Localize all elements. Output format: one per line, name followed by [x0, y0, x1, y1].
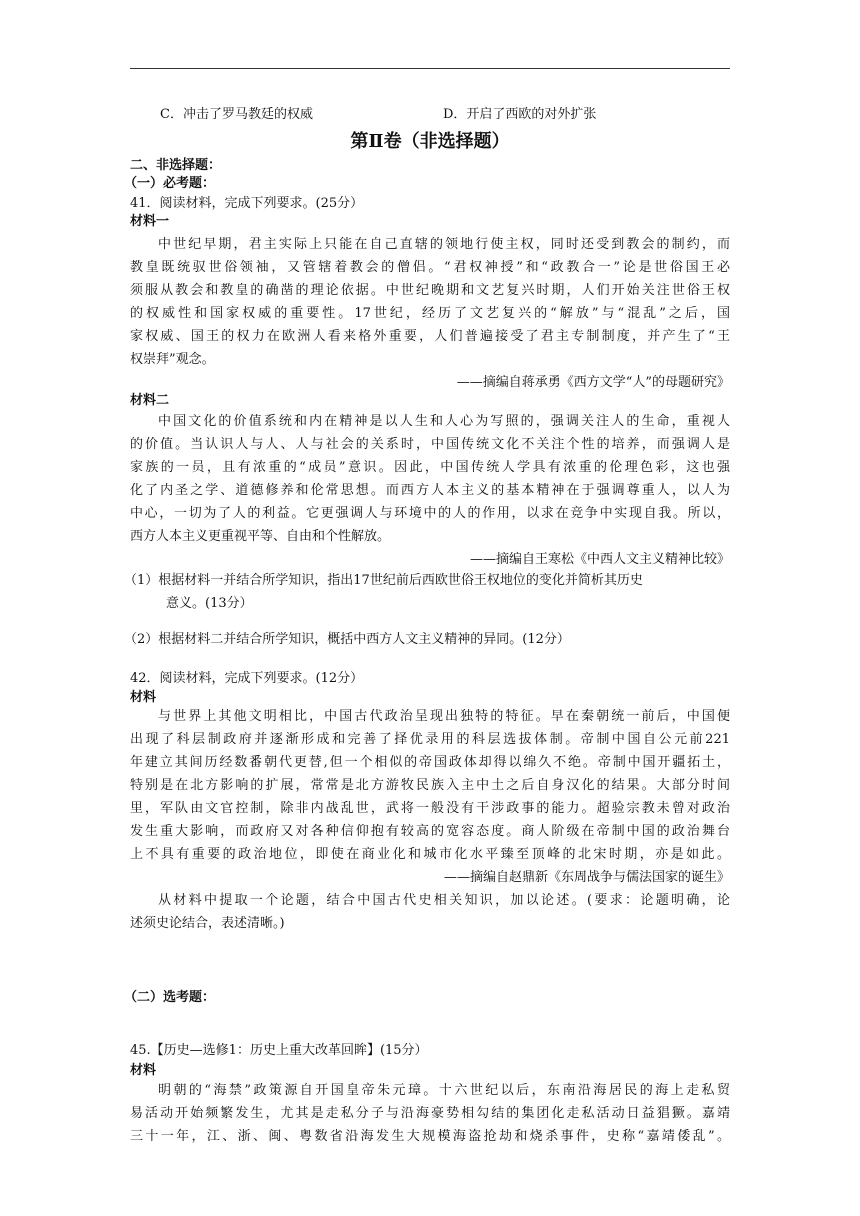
- q42-m-line: 与世界上其他文明相比，中国古代政治呈现出独特的特征。早在秦朝统一前后，中国便: [158, 709, 730, 724]
- part-heading: 二、非选择题：: [130, 158, 222, 173]
- q42-stem: 42．阅读材料，完成下列要求。(12分）: [130, 671, 364, 686]
- q42-m-line: 里，军队由文官控制，除非内战乱世，武将一般没有干涉政事的能力。超验宗教未曾对政治: [130, 801, 730, 816]
- q41-m1-line: 家权威、国王的权力在欧洲人看来格外重要，人们普遍接受了君主专制制度，并产生了“王: [130, 329, 730, 344]
- q41-m1-source: ——摘编自蒋承勇《西方文学“人”的母题研究》: [456, 375, 730, 390]
- q41-sub1: （1）根据材料一并结合所学知识，指出17世纪前后西欧世俗王权地位的变化并简析其历史: [124, 573, 643, 588]
- q42-m-line: 上不具有重要的政治地位，即使在商业化和城市化水平臻至顶峰的北宋时期，亦是如此。: [130, 847, 730, 862]
- elective-heading: （二）选考题：: [124, 990, 216, 1005]
- q42-task-cont: 述须史论结合，表述清晰。): [130, 916, 285, 931]
- q41-m1-line: 教皇既统驭世俗领袖，又管辖着教会的僧侣。“君权神授”和“政教合一”论是世俗国王必: [130, 260, 730, 275]
- q41-material2-label: 材料二: [130, 393, 170, 408]
- q41-sub1-cont: 意义。(13分）: [166, 596, 253, 611]
- option-d: D．开启了西欧的对外扩张: [443, 107, 597, 122]
- q41-m1-line: 须服从教会和教皇的确凿的理论依据。中世纪晚期和文艺复兴时期，人们开始关注世俗王权: [130, 283, 730, 298]
- q41-m2-source: ——摘编自王寒松《中西人文主义精神比较》: [469, 552, 730, 567]
- q41-m1-line: 的权威性和国家权威的重要性。17世纪，经历了文艺复兴的“解放”与“混乱”之后，国: [130, 306, 730, 321]
- header-rule: [130, 68, 730, 69]
- q41-m2-line: 家族的一员，且有浓重的“成员”意识。因此，中国传统人学具有浓重的伦理色彩，这也强: [130, 460, 730, 475]
- q42-source: ——摘编自赵鼎新《东周战争与儒法国家的诞生》: [443, 870, 730, 885]
- q42-task: 从材料中提取一个论题，结合中国古代史相关知识，加以论述。(要求：论题明确，论: [158, 893, 730, 908]
- q42-m-line: 特别是在北方影响的扩展，常常是北方游牧民族入主中土之后自身汉化的结果。大部分时间: [130, 778, 730, 793]
- q41-m2-line: 中心，一切为了人的利益。它更强调人与环境中的人的作用，以求在竞争中实现自我。所以，: [130, 506, 730, 521]
- q41-m2-line: 的价值。当认识人与人、人与社会的关系时，中国传统文化不关注个性的培养，而强调人是: [130, 437, 730, 452]
- option-c: C．冲击了罗马教廷的权威: [160, 107, 313, 122]
- q41-sub2: （2）根据材料二并结合所学知识，概括中西方人文主义精神的异同。(12分）: [124, 632, 570, 647]
- q41-m2-line: 中国文化的价值系统和内在精神是以人生和人心为写照的，强调关注人的生命，重视人: [158, 414, 730, 429]
- q42-material-label: 材料: [130, 690, 157, 705]
- q41-m1-line: 中世纪早期，君主实际上只能在自己直辖的领地行使主权，同时还受到教会的制约，而: [158, 237, 730, 252]
- q42-m-line: 年建立其间历经数番朝代更替,但一个相似的帝国政体却得以绵久不绝。帝制中国开疆拓土，: [130, 755, 730, 770]
- q42-m-line: 发生重大影响，而政府又对各种信仰抱有较高的宽容态度。商人阶级在帝制中国的政治舞台: [130, 824, 730, 839]
- q45-m-line: 明朝的“海禁”政策源自开国皇帝朱元璋。十六世纪以后，东南沿海居民的海上走私贸: [158, 1083, 730, 1098]
- required-heading: （一）必考题：: [124, 176, 216, 191]
- q41-m2-line: 化了内圣之学、道德修养和伦常思想。而西方人本主义的基本精神在于强调尊重人，以人为: [130, 483, 730, 498]
- q41-stem: 41．阅读材料，完成下列要求。(25分）: [130, 196, 364, 211]
- q45-stem: 45.【历史—选修1：历史上重大改革回眸】(15分）: [130, 1043, 428, 1058]
- q41-m2-line: 西方人本主义更重视平等、自由和个性解放。: [130, 529, 391, 544]
- q41-material1-label: 材料一: [130, 214, 170, 229]
- q45-m-line: 三十一年，江、浙、闽、粤数省沿海发生大规模海盗抢劫和烧杀事件，史称“嘉靖倭乱”。: [130, 1129, 730, 1144]
- q42-m-line: 出现了科层制政府并逐渐形成和完善了择优录用的科层选拔体制。帝制中国自公元前221: [130, 732, 730, 747]
- q45-material-label: 材料: [130, 1063, 157, 1078]
- section-title: 第Ⅱ卷（非选择题）: [350, 131, 510, 152]
- q45-m-line: 易活动开始频繁发生，尤其是走私分子与沿海豪势相勾结的集团化走私活动日益猖獗。嘉靖: [130, 1106, 730, 1121]
- q41-m1-line: 权崇拜”观念。: [130, 352, 215, 367]
